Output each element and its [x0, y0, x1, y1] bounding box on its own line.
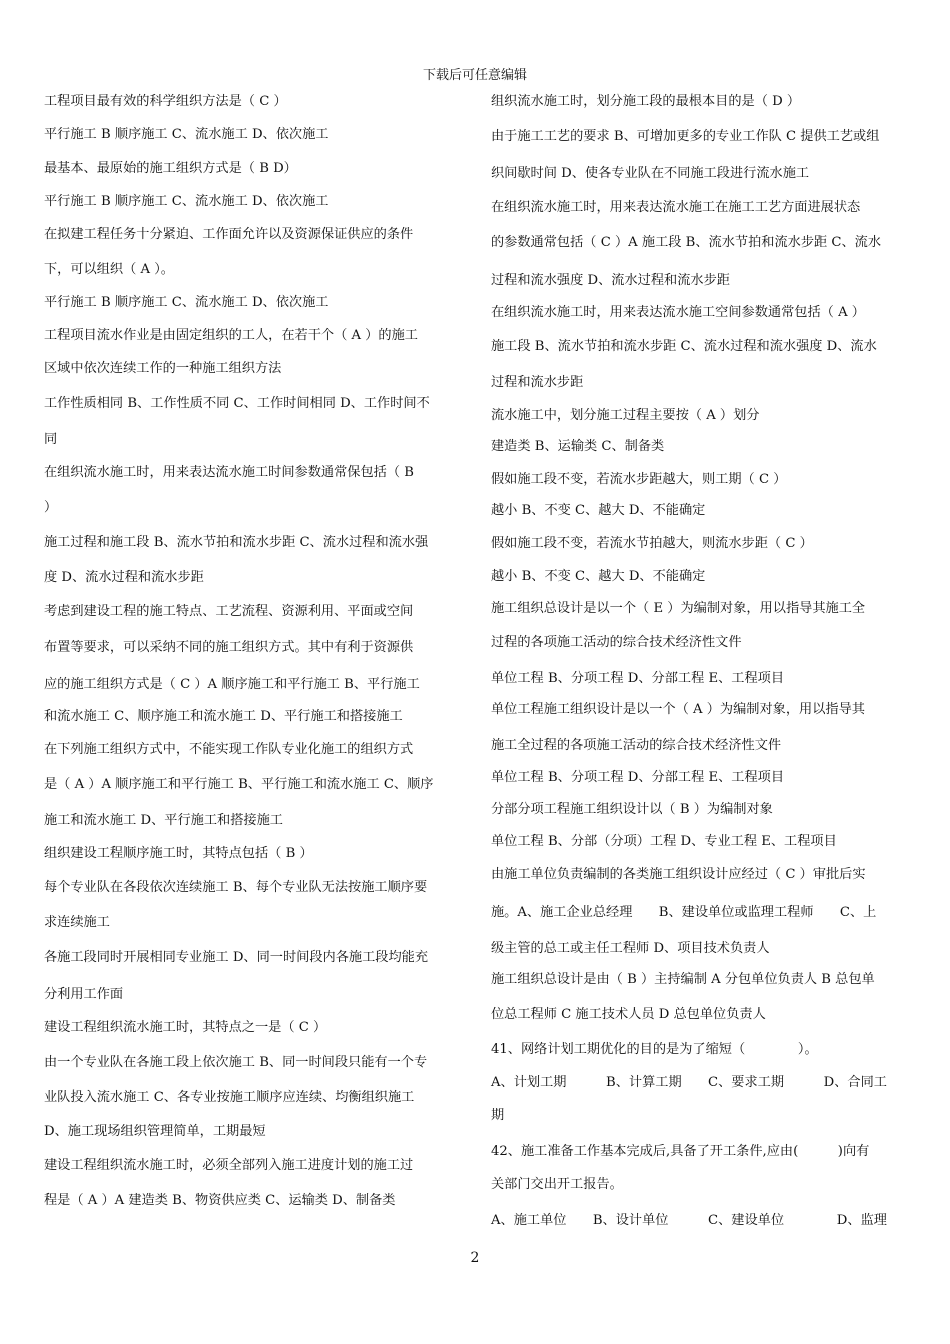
text-line-content: 区域中依次连续工作的一种施工组织方法 — [44, 361, 282, 376]
text-line-content: 施。A、施工企业总经理 B、建设单位或监理工程师 C、上 — [491, 905, 877, 920]
text-line-content: A、计划工期 B、计算工期 C、要求工期 D、合同工 — [491, 1075, 887, 1090]
text-line-content: 在下列施工组织方式中，不能实现工作队专业化施工的组织方式 — [44, 742, 414, 757]
text-line-content: 的参数通常包括（ C ）A 施工段 B、流水节拍和流水步距 C、流水 — [491, 235, 882, 250]
text-line-content: 下，可以组织（ A ）。 — [44, 262, 174, 277]
text-line-content: 各施工段同时开展相同专业施工 D、同一时间段内各施工段均能充 — [44, 950, 429, 965]
text-line-content: 施工和流水施工 D、平行施工和搭接施工 — [44, 813, 283, 828]
text-line-content: 42、施工准备工作基本完成后,具备了开工条件,应由( )向有 — [491, 1144, 870, 1159]
text-line-content: 布置等要求，可以采纳不同的施工组织方式。其中有利于资源供 — [44, 640, 414, 655]
text-line-content: 建设工程组织流水施工时，必须全部列入施工进度计划的施工过 — [44, 1158, 414, 1173]
text-line-content: 在拟建工程任务十分紧迫、工作面允许以及资源保证供应的条件 — [44, 227, 414, 242]
text-line-content: 过程和流水强度 D、流水过程和流水步距 — [491, 273, 730, 288]
text-line-content: 施工过程和施工段 B、流水节拍和流水步距 C、流水过程和流水强 — [44, 535, 429, 550]
text-line-content: 过程和流水步距 — [491, 375, 584, 390]
text-line-content: 41、网络计划工期优化的目的是为了缩短（ ）。 — [491, 1042, 818, 1057]
text-line-content: 程是（ A ）A 建造类 B、物资供应类 C、运输类 D、制备类 — [44, 1193, 396, 1208]
text-line-content: 分部分项工程施工组织设计以（ B ）为编制对象 — [491, 802, 773, 817]
text-line-content: 求连续施工 — [44, 915, 110, 930]
text-line-content: 最基本、最原始的施工组织方式是（ B D） — [44, 161, 297, 176]
text-line-content: 和流水施工 C、顺序施工和流水施工 D、平行施工和搭接施工 — [44, 709, 403, 724]
text-line-content: ） — [44, 500, 58, 515]
text-line-content: 织间歇时间 D、使各专业队在不同施工段进行流水施工 — [491, 166, 810, 181]
text-line-content: 由施工单位负责编制的各类施工组织设计应经过（ C ）审批后实 — [491, 867, 866, 882]
text-line-content: 施工全过程的各项施工活动的综合技术经济性文件 — [491, 738, 782, 753]
text-line-content: 工程项目流水作业是由固定组织的工人，在若干个（ A ）的施工 — [44, 328, 418, 343]
text-line-content: 同 — [44, 432, 58, 447]
text-line-content: 由一个专业队在各施工段上依次施工 B、同一时间段只能有一个专 — [44, 1055, 428, 1070]
text-line-content: 组织流水施工时，划分施工段的最根本目的是（ D ） — [491, 94, 801, 109]
text-line-content: 组织建设工程顺序施工时，其特点包括（ B ） — [44, 846, 313, 861]
text-line-content: 假如施工段不变，若流水节拍越大，则流水步距（ C ） — [491, 536, 813, 551]
text-line-content: 度 D、流水过程和流水步距 — [44, 570, 204, 585]
text-line-content: 业队投入流水施工 C、各专业按施工顺序应连续、均衡组织施工 — [44, 1090, 415, 1105]
text-line-content: A、施工单位 B、设计单位 C、建设单位 D、监理 — [491, 1213, 887, 1228]
text-line-content: 过程的各项施工活动的综合技术经济性文件 — [491, 635, 742, 650]
text-line-content: 越小 B、不变 C、越大 D、不能确定 — [491, 503, 706, 518]
text-line-content: 分利用工作面 — [44, 987, 124, 1002]
text-line-content: 施工组织总设计是以一个（ E ）为编制对象，用以指导其施工全 — [491, 601, 866, 616]
text-line-content: 考虑到建设工程的施工特点、工艺流程、资源利用、平面或空间 — [44, 604, 414, 619]
text-line-content: 关部门交出开工报告。 — [491, 1177, 623, 1192]
text-line-content: 在组织流水施工时，用来表达流水施工在施工工艺方面进展状态 — [491, 200, 861, 215]
text-line-content: 应的施工组织方式是（ C ）A 顺序施工和平行施工 B、平行施工 — [44, 677, 420, 692]
text-line-content: 是（ A ）A 顺序施工和平行施工 B、平行施工和流水施工 C、顺序 — [44, 777, 434, 792]
text-line-content: 施工组织总设计是由（ B ）主持编制 A 分包单位负责人 B 总包单 — [491, 972, 875, 987]
text-line-content: 由于施工工艺的要求 B、可增加更多的专业工作队 C 提供工艺或组 — [491, 129, 880, 144]
text-line-content: 平行施工 B 顺序施工 C、流水施工 D、依次施工 — [44, 295, 329, 310]
text-line-content: 工程项目最有效的科学组织方法是（ C ） — [44, 94, 287, 109]
text-line-content: 单位工程 B、分项工程 D、分部工程 E、工程项目 — [491, 770, 785, 785]
text-line-content: 每个专业队在各段依次连续施工 B、每个专业队无法按施工顺序要 — [44, 880, 428, 895]
text-line-content: 平行施工 B 顺序施工 C、流水施工 D、依次施工 — [44, 194, 329, 209]
page-header: 下载后可任意编辑 — [422, 68, 527, 83]
text-line-content: 在组织流水施工时，用来表达流水施工时间参数通常保包括（ B — [44, 465, 414, 480]
text-line-content: 单位工程 B、分部（分项）工程 D、专业工程 E、工程项目 — [491, 834, 837, 849]
text-line-content: 期 — [491, 1108, 505, 1123]
text-line-content: 级主管的总工或主任工程师 D、项目技术负责人 — [491, 941, 770, 956]
text-line-content: 单位工程施工组织设计是以一个（ A ）为编制对象，用以指导其 — [491, 702, 865, 717]
text-line-content: 单位工程 B、分项工程 D、分部工程 E、工程项目 — [491, 671, 785, 686]
text-line-content: 位总工程师 C 施工技术人员 D 总包单位负责人 — [491, 1007, 766, 1022]
text-line-content: 流水施工中，划分施工过程主要按（ A ）划分 — [491, 408, 760, 423]
text-line-content: 工作性质相同 B、工作性质不同 C、工作时间相同 D、工作时间不 — [44, 396, 430, 411]
text-line-content: 平行施工 B 顺序施工 C、流水施工 D、依次施工 — [44, 127, 329, 142]
page-number: 2 — [470, 1250, 480, 1266]
text-line-content: 假如施工段不变，若流水步距越大，则工期（ C ） — [491, 472, 787, 487]
text-line-content: 建造类 B、运输类 C、制备类 — [491, 439, 665, 454]
text-line-content: 建设工程组织流水施工时，其特点之一是（ C ） — [44, 1020, 327, 1035]
text-line-content: 施工段 B、流水节拍和流水步距 C、流水过程和流水强度 D、流水 — [491, 339, 877, 354]
text-line-content: D、施工现场组织管理简单，工期最短 — [44, 1124, 266, 1139]
text-line-content: 在组织流水施工时，用来表达流水施工空间参数通常包括（ A ） — [491, 305, 865, 320]
text-line-content: 越小 B、不变 C、越大 D、不能确定 — [491, 569, 706, 584]
